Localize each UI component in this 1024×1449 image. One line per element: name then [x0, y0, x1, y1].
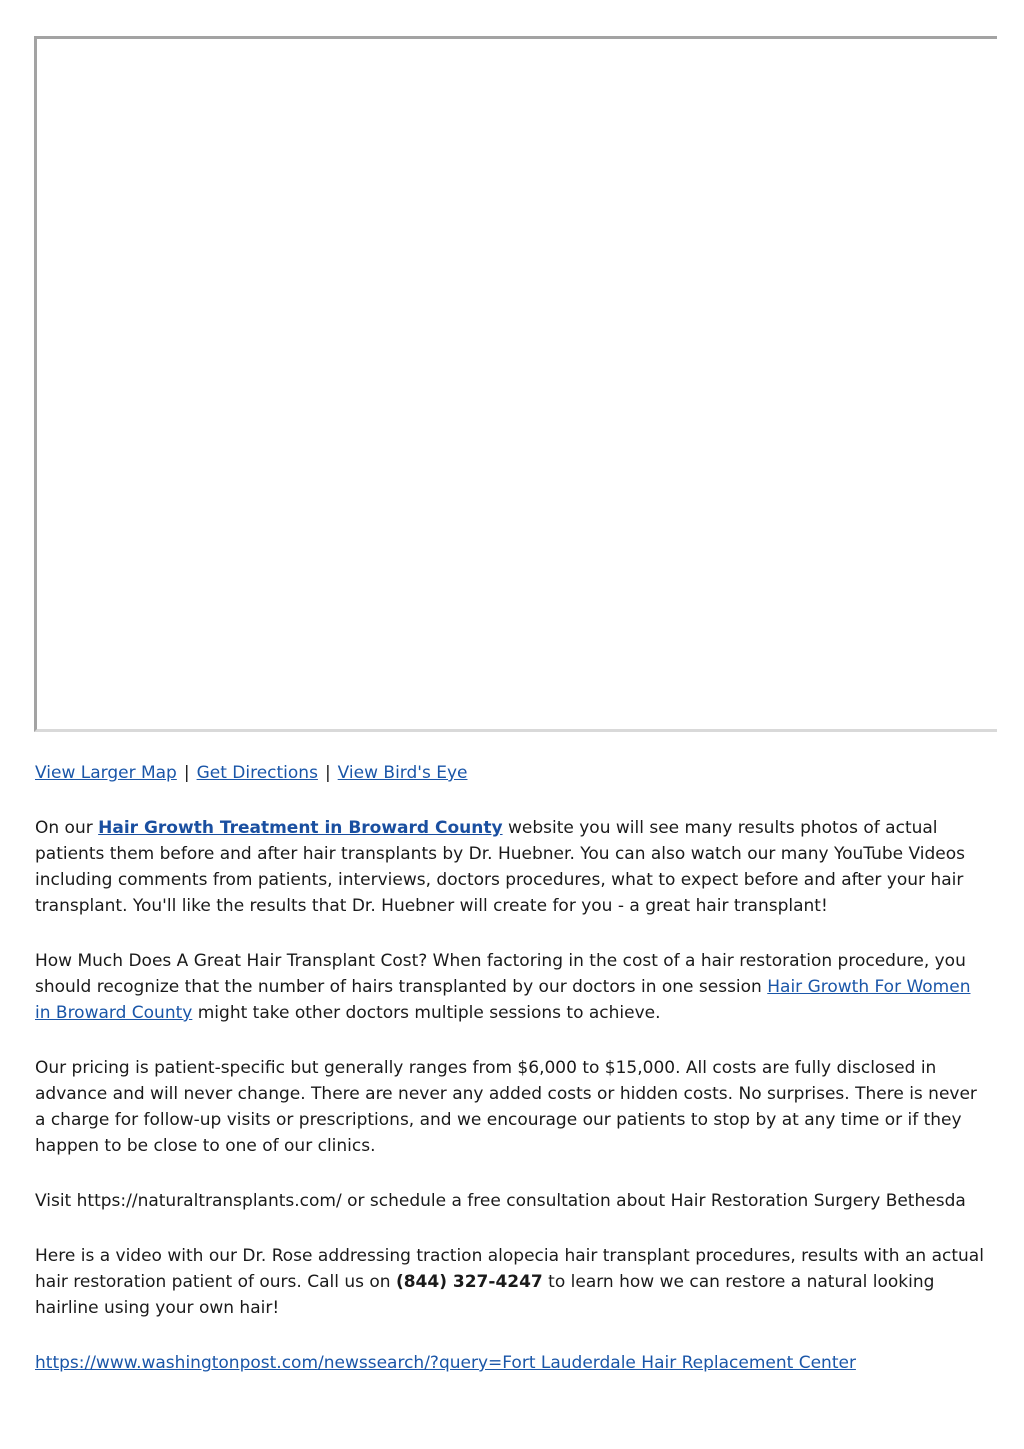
get-directions-link[interactable]: Get Directions	[196, 763, 318, 783]
paragraph-visit: Visit https://naturaltransplants.com/ or schedule a free consultation about Hair Restoration Surgery Bethesda	[35, 1191, 966, 1211]
hair-growth-treatment-link[interactable]: Hair Growth Treatment in Broward County	[98, 818, 503, 838]
paragraph-text: How Much Does A Great Hair Transplant Cost? When factoring in the cost of a hair restoration procedure, you should recognize that the number of hairs transplanted by our doctors in one session	[35, 951, 966, 997]
paragraph-text: website you will see many results photos of actual patients them before and after hair transplants by Dr. Huebner. You can also watch our many YouTube Videos including comments from patients, interviews, doctors procedures, what to expect before and after your hair transplant. You'll like the results that Dr. Huebner will create for you - a great hair transplant!	[35, 818, 966, 916]
paragraph-pricing: Our pricing is patient-specific but generally ranges from $6,000 to $15,000. All costs are fully disclosed in advance and will never change. There are never any added costs or hidden costs. No surprises. There is never a charge for follow-up visits or prescriptions, and we encourage our patients to stop by at any time or if they happen to be close to one of our clinics.	[35, 1058, 977, 1156]
map-links-row	[35, 760, 990, 786]
embedded-map-frame[interactable]	[34, 36, 997, 732]
washington-post-link[interactable]: https://www.washingtonpost.com/newssearch/?query=Fort Lauderdale Hair Replacement Center	[35, 1353, 856, 1373]
view-birds-eye-link[interactable]: View Bird's Eye	[337, 763, 468, 783]
paragraph-text: to learn how we can restore a natural looking hairline using your own hair!	[35, 1272, 935, 1318]
hair-growth-women-link[interactable]: Hair Growth For Women in Broward County	[35, 977, 971, 1023]
paragraph-intro	[35, 815, 990, 919]
article-body	[35, 760, 990, 1405]
paragraph-video	[35, 1243, 990, 1321]
separator: |	[183, 763, 190, 783]
paragraph-external-link	[35, 1350, 990, 1376]
paragraph-cost	[35, 948, 990, 1026]
paragraph-text: might take other doctors multiple sessions to achieve.	[192, 1003, 661, 1023]
phone-number: (844) 327-4247	[395, 1272, 543, 1292]
view-larger-map-link[interactable]: View Larger Map	[35, 763, 177, 783]
paragraph-text: Here is a video with our Dr. Rose addressing traction alopecia hair transplant procedures, results with an actual hair restoration patient of ours. Call us on	[35, 1246, 984, 1292]
paragraph-text: On our	[35, 818, 99, 838]
separator: |	[324, 763, 331, 783]
